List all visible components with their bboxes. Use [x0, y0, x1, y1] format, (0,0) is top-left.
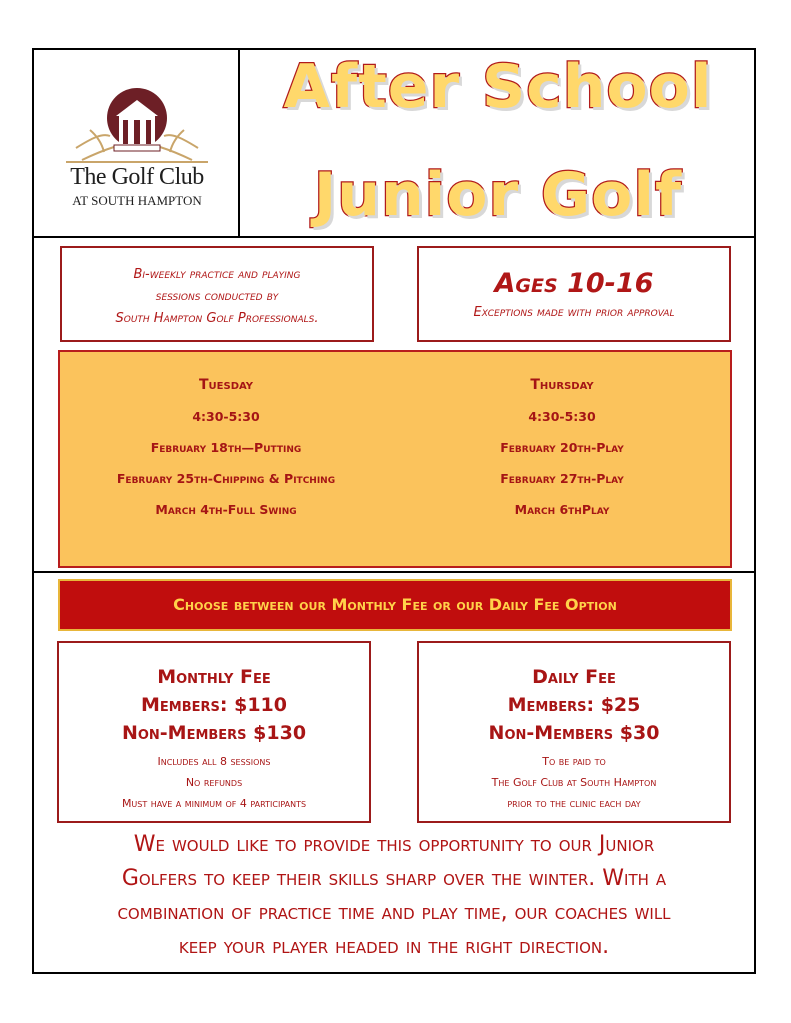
session-item: February 18th—Putting — [150, 440, 302, 455]
fee-non-members-price: Non-Members $130 — [121, 722, 307, 744]
ages-box — [417, 246, 731, 342]
fee-note: The Golf Club at South Hampton — [491, 776, 657, 789]
monthly-fee-box — [57, 641, 371, 823]
page-title-line-1: After School — [283, 52, 713, 122]
tuesday-column — [66, 370, 386, 525]
thursday-column — [402, 370, 722, 525]
session-time: 4:30-5:30 — [528, 409, 596, 424]
fee-note: No refunds — [185, 776, 243, 789]
fee-note: prior to the clinic each day — [507, 797, 641, 810]
closing-line: Golfers to keep their skills sharp over the winter. With a — [121, 866, 667, 891]
closing-message — [40, 828, 748, 964]
daily-fee-box — [417, 641, 731, 823]
section-divider — [32, 571, 756, 573]
fee-note: Includes all 8 sessions — [157, 755, 271, 768]
day-heading: Thursday — [530, 377, 594, 393]
schedule-panel — [58, 350, 732, 568]
session-item: February 25th-Chipping & Pitching — [116, 471, 336, 486]
session-time: 4:30-5:30 — [192, 409, 260, 424]
closing-line: We would like to provide this opportunity to our Junior — [133, 832, 655, 857]
page-title-line-2: Junior Golf — [313, 160, 683, 230]
fee-members-price: Members: $110 — [141, 694, 287, 716]
fee-title: Monthly Fee — [157, 666, 271, 688]
session-item: March 6thPlay — [514, 502, 610, 517]
session-item: February 27th-Play — [500, 471, 624, 486]
session-item: March 4th-Full Swing — [155, 502, 297, 517]
logo-location: AT SOUTH HAMPTON — [72, 193, 202, 208]
intro-box — [60, 246, 374, 342]
intro-line: South Hampton Golf Professionals. — [115, 311, 319, 326]
intro-line: Bi-weekly practice and playing — [133, 267, 301, 282]
closing-line: combination of practice time and play time, our coaches will — [117, 900, 671, 925]
fee-non-members-price: Non-Members $30 — [488, 722, 660, 744]
ages-heading: Ages 10-16 — [494, 268, 654, 299]
fee-members-price: Members: $25 — [507, 694, 641, 716]
intro-line: sessions conducted by — [155, 289, 279, 304]
fee-options-banner: Choose between our Monthly Fee or our Daily Fee Option — [58, 579, 732, 631]
header-divider — [32, 236, 756, 238]
fee-note: Must have a minimum of 4 participants — [121, 797, 307, 810]
logo-name: The Golf Club — [70, 164, 204, 190]
fee-note: To be paid to — [542, 755, 606, 768]
fee-title: Daily Fee — [532, 666, 616, 688]
day-heading: Tuesday — [198, 377, 254, 393]
ages-note: Exceptions made with prior approval — [473, 305, 675, 320]
closing-line: keep your player headed in the right direction. — [178, 934, 610, 959]
session-item: February 20th-Play — [500, 440, 624, 455]
